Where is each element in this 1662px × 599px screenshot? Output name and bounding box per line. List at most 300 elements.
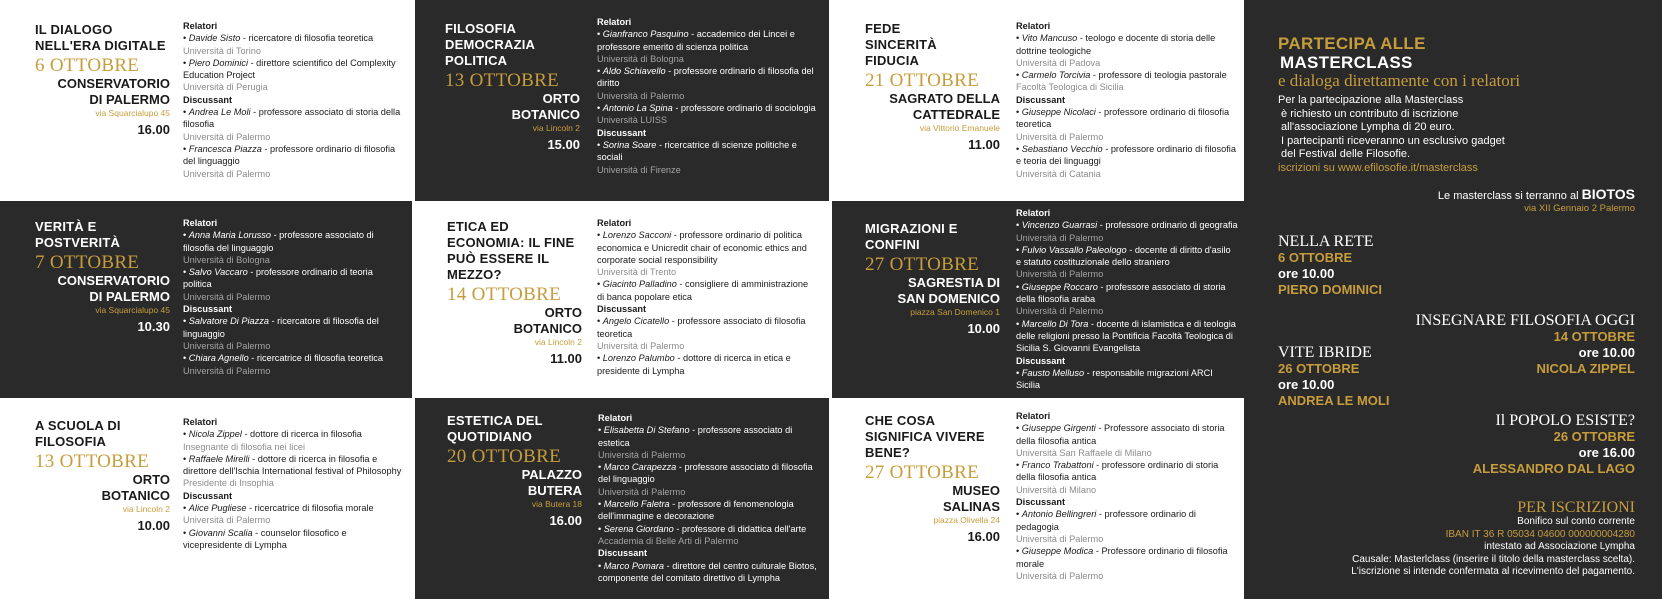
speakers-list: [1016, 20, 1238, 180]
speaker-affiliation: Università di Palermo: [1016, 306, 1104, 317]
iscrizioni-line: intestato ad Associazione Lympha: [1484, 541, 1635, 553]
speaker-name: Carmelo Torcivia: [1021, 70, 1091, 81]
speaker-item: • Antonio Bellingreri - professore ordinario di pedagogia: [1016, 509, 1196, 532]
masterclass-panel: [1244, 0, 1662, 599]
masterclass-link[interactable]: iscrizioni su www.efilosofie.it/masterclass: [1278, 161, 1478, 174]
speaker-affiliation: Università di Catania: [1016, 168, 1101, 179]
event-date: 21 OTTOBRE: [865, 70, 980, 91]
session-time: ore 10.00: [1578, 345, 1635, 360]
masterclass-subheading: e dialoga direttamente con i relatori: [1278, 71, 1521, 90]
speaker-item: • Marcello Di Tora - docente di islamistica e di teologia delle religioni presso la Pontificia Facoltà Teologica di Sicilia S. Giovanni Evangelista: [1016, 318, 1236, 354]
speaker-role: - professore associato di filosofia teoretica: [597, 316, 806, 339]
speakers-list: [183, 217, 403, 377]
session-title: VITE IBRIDE: [1278, 344, 1372, 361]
speaker-name: Chiara Agnello: [188, 353, 249, 364]
speaker-role: - professore ordinario di storia della filosofia antica: [1016, 460, 1219, 483]
speaker-name: Anna Maria Lorusso: [188, 230, 272, 241]
event-address: via Vittorio Emanuele: [919, 123, 1000, 133]
relatori-heading: Relatori: [598, 413, 633, 423]
speaker-name: Sorina Soare: [602, 139, 657, 150]
speaker-name: Piero Dominici: [188, 57, 249, 68]
speaker-item: • Giuseppe Girgenti - Professore associato di storia della filosofia antica: [1016, 423, 1225, 446]
event-title-line: SIGNIFICA VIVERE: [865, 429, 985, 444]
event-title-line: BENE?: [865, 445, 911, 460]
speaker-name: Giovanni Scalia: [188, 527, 253, 538]
speaker-role: - docente di diritto d'asilo e statuto costituzionale dello straniero: [1016, 244, 1231, 268]
speaker-affiliation: Università di Perugia: [183, 82, 268, 93]
event-header: [35, 418, 170, 535]
session-time: ore 10.00: [1278, 266, 1335, 281]
iscrizioni-line: Causale: Masterlclass (inserire il titolo della masterclass scelta).: [1352, 553, 1635, 565]
event-header: [447, 413, 582, 530]
speaker-item: • Giacinto Palladino - consigliere di amministrazione di banca popolare etica: [597, 279, 809, 302]
event-title-line: NELL'ERA DIGITALE: [35, 38, 166, 53]
speaker-name: Alice Pugliese: [188, 503, 247, 514]
event-header: [447, 219, 582, 368]
event-card: [0, 0, 412, 201]
event-title-line: PUÒ ESSERE IL: [447, 251, 550, 266]
speaker-name: Giuseppe Modica: [1021, 546, 1094, 557]
session-date: 14 OTTOBRE: [1553, 329, 1635, 344]
speaker-role: - professore ordinario di filosofia teoretica: [1016, 107, 1230, 130]
speaker-affiliation: Università di Palermo: [183, 131, 271, 142]
speaker-affiliation: Università di Firenze: [597, 164, 681, 175]
relatori-heading: Relatori: [183, 21, 218, 31]
speaker-affiliation: Università di Torino: [183, 45, 261, 56]
event-address: via Lincoln 2: [532, 123, 580, 133]
speaker-name: Vincenzo Guarrasi: [1021, 220, 1098, 231]
event-venue-line: CONSERVATORIO: [57, 76, 170, 91]
speaker-item: • Marco Carapezza - professore associato di filosofia del linguaggio: [598, 462, 813, 485]
event-card: [415, 398, 829, 599]
speaker-affiliation: Accademia di Belle Arti di Palermo: [598, 535, 739, 546]
masterclass-info-line: I partecipanti riceveranno un esclusivo gadget: [1278, 134, 1505, 147]
iscrizioni-details: [1351, 516, 1635, 579]
speaker-name: Giuseppe Nicolaci: [1021, 107, 1096, 118]
speaker-item: • Angelo Cicatello - professore associato di filosofia teoretica: [597, 316, 806, 339]
event-time: 15.00: [547, 137, 580, 152]
speaker-role: - ricercatore di filosofia teoretica: [240, 33, 374, 44]
relatori-heading: Relatori: [183, 417, 218, 427]
speaker-role: - Professore associato di storia della filosofia antica: [1016, 423, 1225, 446]
speaker-role: - dottore di ricerca in filosofia e direttore dell'Ischia International festival of Philosophy: [183, 453, 402, 477]
event-title-line: FEDE: [865, 21, 901, 36]
speaker-role: - professore ordinario di geografia: [1097, 220, 1238, 231]
speaker-name: Nicola Zippel: [188, 429, 242, 440]
speaker-affiliation: Università di Palermo: [183, 515, 271, 526]
iscrizioni-line: Bonifico sul conto corrente: [1517, 516, 1635, 527]
speaker-role: - direttore scientifico del Complexity Education Project: [183, 57, 396, 81]
speaker-item: • Chiara Agnello - ricercatrice di filosofia teoretica: [183, 353, 384, 364]
speaker-name: Marco Carapezza: [603, 462, 677, 473]
speaker-name: Sebastiano Vecchio: [1021, 143, 1103, 154]
event-card: [832, 398, 1244, 599]
speaker-role: - teologo e docente di storia delle dottrine teologiche: [1016, 33, 1216, 56]
event-date: 27 OTTOBRE: [865, 254, 980, 275]
masterclass-info-line: Per la partecipazione alla Masterclass: [1278, 94, 1464, 106]
speaker-role: - professore ordinario di teoria politica: [183, 267, 373, 290]
speaker-role: - ricercatrice di filosofia morale: [246, 503, 374, 514]
speaker-role: - consigliere di amministrazione di banca popolare etica: [597, 279, 809, 302]
speaker-role: - professore ordinario di sociologia: [672, 103, 816, 114]
event-header: [865, 221, 1000, 338]
speaker-item: • Giovanni Scalia - counselor filosofico e vicepresidente di Lympha: [183, 527, 347, 550]
speaker-item: • Fausto Melluso - responsabile migrazioni ARCI Sicilia: [1016, 367, 1213, 391]
event-date: 14 OTTOBRE: [447, 284, 562, 305]
discussant-heading: Discussant: [1016, 497, 1066, 508]
event-header: [445, 21, 580, 154]
event-card: [0, 398, 412, 599]
event-card: [832, 0, 1244, 201]
speaker-role: - professore ordinario di filosofia del linguaggio: [183, 143, 396, 167]
speaker-role: - professore associato di filosofia del linguaggio: [598, 462, 813, 485]
speaker-name: Giuseppe Roccaro: [1021, 281, 1098, 292]
speaker-affiliation: Università di Palermo: [1016, 232, 1104, 243]
discussant-heading: Discussant: [598, 548, 648, 559]
iscrizioni-line: IBAN IT 36 R 05034 04600 000000004280: [1445, 528, 1635, 540]
session-title: NELLA RETE: [1278, 233, 1374, 250]
speaker-role: - counselor filosofico e vicepresidente di Lympha: [183, 527, 347, 550]
event-venue-line: ORTO: [132, 472, 170, 487]
speaker-role: - dottore di ricerca in filosofia: [241, 429, 362, 440]
masterclass-session: [1415, 312, 1635, 377]
event-venue-line: BOTANICO: [511, 107, 580, 122]
event-date: 6 OTTOBRE: [35, 55, 140, 76]
speaker-affiliation: Università di Palermo: [598, 486, 686, 497]
event-time: 10.00: [967, 321, 1000, 336]
speaker-name: Marco Pomara: [603, 560, 665, 571]
speaker-name: Salvatore Di Piazza: [188, 316, 269, 327]
speaker-role: - professore ordinario di filosofia del diritto: [597, 66, 814, 89]
speaker-item: • Andrea Le Moli - professore associato di storia della filosofia: [183, 107, 401, 130]
discussant-heading: Discussant: [183, 94, 233, 105]
speaker-name: Marcello Faletra: [603, 499, 670, 510]
event-header: [865, 21, 1000, 154]
event-date: 7 OTTOBRE: [35, 252, 140, 273]
location-prefix: Le masterclass si terranno al: [1437, 190, 1582, 202]
event-address: piazza San Domenico 1: [910, 307, 1000, 317]
speaker-role: - professore di fenomenologia dell'immagine e decorazione: [598, 499, 794, 522]
location-address: via XII Gennaio 2 Palermo: [1524, 203, 1635, 214]
event-card: [415, 201, 829, 398]
event-time: 10.00: [137, 518, 170, 533]
speaker-item: • Salvo Vaccaro - professore ordinario di teoria politica: [183, 267, 373, 290]
speaker-item: • Gianfranco Pasquino - accademico dei Lincei e professore emerito di scienza politica: [597, 29, 795, 52]
speaker-role: - responsabile migrazioni ARCI Sicilia: [1016, 367, 1213, 391]
speaker-name: Salvo Vaccaro: [188, 267, 248, 278]
speaker-name: Davide Sisto: [188, 33, 241, 44]
masterclass-info-line: è richiesto un contributo di iscrizione: [1278, 107, 1459, 120]
speaker-name: Aldo Schiavello: [602, 66, 666, 77]
speaker-name: Gianfranco Pasquino: [602, 29, 689, 40]
speaker-name: Giacinto Palladino: [602, 279, 677, 290]
speaker-role: - ricercatrice di scienze politiche e sociali: [597, 139, 797, 163]
speaker-item: • Aldo Schiavello - professore ordinario di filosofia del diritto: [597, 66, 814, 89]
session-speaker: PIERO DOMINICI: [1278, 282, 1383, 297]
speaker-item: • Sebastiano Vecchio - professore ordinario di filosofia e teoria dei linguaggi: [1016, 143, 1236, 167]
speaker-item: • Fulvio Vassallo Paleologo - docente di diritto d'asilo e statuto costituzionale dello straniero: [1016, 244, 1231, 268]
session-speaker: ALESSANDRO DAL LAGO: [1472, 461, 1635, 476]
speaker-role: - accademico dei Lincei e professore emerito di scienza politica: [597, 29, 795, 52]
speaker-affiliation: Università di Milano: [1016, 484, 1097, 495]
event-title-line: ESTETICA DEL: [447, 413, 543, 428]
speaker-name: Lorenzo Palumbo: [602, 353, 675, 364]
event-date: 27 OTTOBRE: [865, 462, 980, 483]
event-venue-line: DI PALERMO: [89, 289, 170, 304]
speaker-role: - professore di teologia pastorale: [1090, 70, 1227, 81]
event-time: 11.00: [968, 137, 1000, 152]
discussant-heading: Discussant: [183, 490, 233, 501]
speaker-item: • Giuseppe Roccaro - professore associato di storia della filosofia araba: [1016, 281, 1226, 305]
speaker-item: • Nicola Zippel - dottore di ricerca in filosofia: [183, 429, 362, 440]
relatori-heading: Relatori: [1016, 21, 1051, 31]
event-title-line: DEMOCRAZIA: [445, 37, 536, 52]
masterclass-heading-1: PARTECIPA ALLE: [1278, 34, 1426, 53]
speaker-item: • Marco Pomara - direttore del centro culturale Biotos, componente del comitato direttivo di Lympha: [598, 560, 817, 583]
masterclass-session: [1278, 233, 1382, 298]
speaker-affiliation: Università di Palermo: [183, 365, 271, 376]
event-card: [832, 201, 1244, 398]
discussant-heading: Discussant: [597, 304, 647, 315]
event-title-line: FIDUCIA: [865, 53, 920, 68]
event-venue-line: BUTERA: [527, 483, 582, 498]
speaker-role: - professore ordinario di politica economica e Unicredit chair of economic ethics and corporate social responsibility: [597, 230, 807, 265]
speaker-role: - ricercatore di filosofia del linguaggio: [183, 316, 379, 339]
speaker-item: • Davide Sisto - ricercatore di filosofia teoretica: [183, 33, 374, 44]
event-date: 13 OTTOBRE: [445, 70, 560, 91]
session-date: 26 OTTOBRE: [1553, 429, 1635, 444]
speaker-affiliation: Università di Trento: [597, 267, 677, 278]
event-time: 16.00: [549, 513, 582, 528]
session-title: INSEGNARE FILOSOFIA OGGI: [1415, 312, 1635, 329]
speaker-affiliation: Facoltà Teologica di Sicilia: [1016, 82, 1124, 93]
speaker-role: - professore ordinario di pedagogia: [1016, 509, 1196, 532]
masterclass-info-line: all'associazione Lympha di 20 euro.: [1278, 121, 1455, 133]
speaker-role: - professore associato di storia della filosofia: [183, 107, 401, 130]
speaker-item: • Giuseppe Modica - Professore ordinario di filosofia morale: [1016, 546, 1228, 569]
speaker-item: • Marcello Faletra - professore di fenomenologia dell'immagine e decorazione: [598, 499, 794, 522]
speaker-item: • Vincenzo Guarrasi - professore ordinario di geografia: [1016, 220, 1238, 231]
event-title-line: POLITICA: [445, 53, 508, 68]
speaker-item: • Vito Mancuso - teologo e docente di storia delle dottrine teologiche: [1016, 33, 1216, 56]
speaker-item: • Carmelo Torcivia - professore di teologia pastorale: [1016, 70, 1227, 81]
event-venue-line: DI PALERMO: [89, 92, 170, 107]
event-title-line: CONFINI: [865, 237, 920, 252]
speaker-affiliation: Università San Raffaele di Milano: [1016, 447, 1152, 458]
session-speaker: NICOLA ZIPPEL: [1536, 361, 1635, 376]
speaker-affiliation: Insegnante di filosofia nei licei: [183, 441, 306, 452]
discussant-heading: Discussant: [1016, 355, 1066, 366]
speakers-list: [597, 217, 817, 377]
speaker-affiliation: Università di Palermo: [598, 449, 686, 460]
speaker-affiliation: Università di Palermo: [1016, 570, 1104, 581]
speaker-name: Franco Trabattoni: [1021, 460, 1094, 471]
speaker-item: • Salvatore Di Piazza - ricercatore di filosofia del linguaggio: [183, 316, 379, 339]
speaker-item: • Giuseppe Nicolaci - professore ordinario di filosofia teoretica: [1016, 107, 1230, 130]
event-venue-line: MUSEO: [952, 483, 1000, 498]
speaker-role: - dottore di ricerca in etica e presidente di Lympha: [597, 353, 791, 376]
speakers-list: [598, 412, 818, 584]
iscrizioni-title: PER ISCRIZIONI: [1517, 499, 1635, 516]
speaker-role: - professore associato di filosofia del linguaggio: [183, 230, 374, 253]
event-address: via Butera 18: [531, 499, 582, 509]
iscrizioni-block: [1351, 499, 1635, 579]
event-header: [865, 413, 1000, 546]
speaker-name: Fausto Melluso: [1021, 367, 1085, 378]
speaker-affiliation: Università di Palermo: [597, 90, 685, 101]
speaker-item: • Alice Pugliese - ricercatrice di filosofia morale: [183, 503, 374, 514]
speaker-affiliation: Università di Palermo: [1016, 533, 1104, 544]
event-venue-line: SAN DOMENICO: [897, 291, 1000, 306]
relatori-heading: Relatori: [597, 17, 632, 27]
discussant-heading: Discussant: [183, 304, 233, 315]
speaker-name: Antonio La Spina: [602, 103, 673, 114]
location-name: BIOTOS: [1581, 186, 1635, 202]
speaker-role: - professore associato di estetica: [598, 425, 793, 448]
masterclass-session: [1278, 344, 1389, 409]
speaker-name: Vito Mancuso: [1021, 33, 1078, 44]
speaker-affiliation: Università LUISS: [597, 115, 667, 126]
event-title-line: POSTVERITÀ: [35, 235, 121, 250]
event-venue-line: CONSERVATORIO: [57, 273, 170, 288]
speaker-item: • Francesca Piazza - professore ordinario di filosofia del linguaggio: [183, 143, 396, 167]
event-title-line: ECONOMIA: IL FINE: [447, 235, 575, 250]
speaker-name: Marcello Di Tora: [1021, 318, 1089, 329]
relatori-heading: Relatori: [1016, 208, 1051, 218]
event-address: via Squarcialupo 45: [95, 305, 170, 315]
event-venue-line: SAGRATO DELLA: [889, 91, 1000, 106]
speaker-role: - professore associato di storia della filosofia araba: [1016, 281, 1226, 305]
event-title-line: MIGRAZIONI E: [865, 221, 958, 236]
event-venue-line: PALAZZO: [521, 467, 582, 482]
event-venue-line: BOTANICO: [101, 488, 170, 503]
speaker-name: Andrea Le Moli: [188, 107, 251, 118]
session-date: 26 OTTOBRE: [1278, 361, 1360, 376]
speaker-affiliation: Presidente di Insophia: [183, 478, 274, 489]
event-date: 13 OTTOBRE: [35, 451, 150, 472]
event-title-line: MEZZO?: [447, 267, 502, 282]
event-title-line: QUOTIDIANO: [447, 429, 533, 444]
event-address: via Squarcialupo 45: [95, 108, 170, 118]
event-venue-line: BOTANICO: [513, 321, 582, 336]
event-address: via Lincoln 2: [534, 337, 582, 347]
relatori-heading: Relatori: [1016, 411, 1051, 421]
speakers-list: [183, 20, 403, 180]
event-header: [35, 22, 170, 139]
speaker-affiliation: Università di Palermo: [183, 340, 271, 351]
event-card: [0, 201, 412, 398]
speaker-name: Serena Giordano: [603, 523, 674, 534]
event-title-line: SINCERITÀ: [865, 37, 937, 52]
event-address: via Lincoln 2: [122, 504, 170, 514]
masterclass-session: [1473, 412, 1635, 477]
speakers-list: [183, 416, 403, 551]
event-time: 16.00: [967, 529, 1000, 544]
speaker-role: - ricercatrice di filosofia teoretica: [248, 353, 384, 364]
speaker-role: - direttore del centro culturale Biotos, componente del comitato direttivo di Lympha: [598, 560, 817, 583]
masterclass-location: [1438, 187, 1635, 214]
event-time: 11.00: [550, 351, 582, 366]
speaker-item: • Anna Maria Lorusso - professore associato di filosofia del linguaggio: [183, 230, 374, 253]
speakers-list: [1016, 207, 1238, 391]
speaker-item: • Franco Trabattoni - professore ordinario di storia della filosofia antica: [1016, 460, 1219, 483]
speaker-role: - professore ordinario di filosofia e teoria dei linguaggi: [1016, 143, 1236, 167]
event-date: 20 OTTOBRE: [447, 446, 562, 467]
speaker-item: • Piero Dominici - direttore scientifico del Complexity Education Project: [183, 57, 396, 81]
speaker-affiliation: Università di Palermo: [183, 291, 271, 302]
event-title-line: FILOSOFIA: [445, 21, 517, 36]
session-time: ore 16.00: [1578, 445, 1635, 460]
event-title-line: ETICA ED: [447, 219, 509, 234]
event-venue-line: CATTEDRALE: [912, 107, 1000, 122]
speaker-name: Giuseppe Girgenti: [1021, 423, 1096, 434]
masterclass-info-text: [1278, 94, 1648, 162]
event-title-line: FILOSOFIA: [35, 434, 107, 449]
speaker-name: Francesca Piazza: [188, 143, 262, 154]
speaker-name: Antonio Bellingreri: [1021, 509, 1097, 520]
speaker-affiliation: Università di Padova: [1016, 57, 1101, 68]
session-speaker: ANDREA LE MOLI: [1278, 393, 1390, 408]
speaker-name: Raffaele Mirelli: [188, 453, 250, 464]
speaker-item: • Serena Giordano - professore di didattica dell'arte: [598, 523, 807, 534]
event-venue-line: ORTO: [544, 305, 582, 320]
event-venue-line: SALINAS: [942, 499, 1000, 514]
speaker-role: - docente di islamistica e di teologia delle religioni presso la Pontificia Facoltà Teologica di Sicilia S. Giovanni Evangelista: [1016, 318, 1236, 354]
speaker-name: Angelo Cicatello: [602, 316, 670, 327]
speakers-list: [1016, 410, 1238, 582]
session-title: Il POPOLO ESISTE?: [1495, 412, 1635, 429]
event-time: 16.00: [137, 122, 170, 137]
speaker-item: • Antonio La Spina - professore ordinario di sociologia: [597, 103, 816, 114]
speaker-item: • Raffaele Mirelli - dottore di ricerca in filosofia e direttore dell'Ischia International festival of Philosophy: [183, 453, 402, 477]
speaker-item: • Lorenzo Palumbo - dottore di ricerca in etica e presidente di Lympha: [597, 353, 791, 376]
speaker-item: • Elisabetta Di Stefano - professore associato di estetica: [598, 425, 793, 448]
speaker-name: Fulvio Vassallo Paleologo: [1021, 244, 1127, 255]
speaker-affiliation: Università di Bologna: [597, 53, 684, 64]
event-venue-line: SAGRESTIA DI: [908, 275, 1000, 290]
event-address: piazza Olivella 24: [933, 515, 1000, 525]
event-title-line: VERITÀ E: [35, 219, 97, 234]
speaker-affiliation: Università di Palermo: [1016, 131, 1104, 142]
speaker-name: Elisabetta Di Stefano: [603, 425, 690, 436]
discussant-heading: Discussant: [597, 127, 647, 138]
event-time: 10.30: [137, 319, 170, 334]
speaker-affiliation: Università di Palermo: [183, 168, 271, 179]
iscrizioni-line: L'iscrizione si intende confermata al ricevimento del pagamento.: [1351, 566, 1635, 578]
speaker-affiliation: Università di Bologna: [183, 254, 270, 265]
speaker-name: Lorenzo Sacconi: [602, 230, 672, 241]
relatori-heading: Relatori: [183, 218, 218, 228]
session-time: ore 10.00: [1278, 377, 1335, 392]
relatori-heading: Relatori: [597, 218, 632, 228]
event-title-line: IL DIALOGO: [35, 22, 113, 37]
speaker-role: - professore di didattica dell'arte: [673, 523, 807, 534]
session-date: 6 OTTOBRE: [1278, 250, 1353, 265]
event-title-line: CHE COSA: [865, 413, 936, 428]
event-venue-line: ORTO: [542, 91, 580, 106]
speaker-item: • Lorenzo Sacconi - professore ordinario di politica economica e Unicredit chair of economic ethics and corporate social responsibility: [597, 230, 807, 265]
speaker-role: - Professore ordinario di filosofia morale: [1016, 546, 1228, 569]
masterclass-info-line: del Festival delle Filosofie.: [1278, 148, 1411, 160]
speaker-affiliation: Università di Palermo: [1016, 269, 1104, 280]
event-card: [415, 0, 829, 201]
event-title-line: A SCUOLA DI: [35, 418, 121, 433]
speaker-item: • Sorina Soare - ricercatrice di scienze politiche e sociali: [597, 139, 797, 163]
masterclass-heading-2: MASTERCLASS: [1280, 53, 1413, 72]
speaker-affiliation: Università di Palermo: [597, 340, 685, 351]
speakers-list: [597, 16, 817, 176]
discussant-heading: Discussant: [1016, 94, 1066, 105]
